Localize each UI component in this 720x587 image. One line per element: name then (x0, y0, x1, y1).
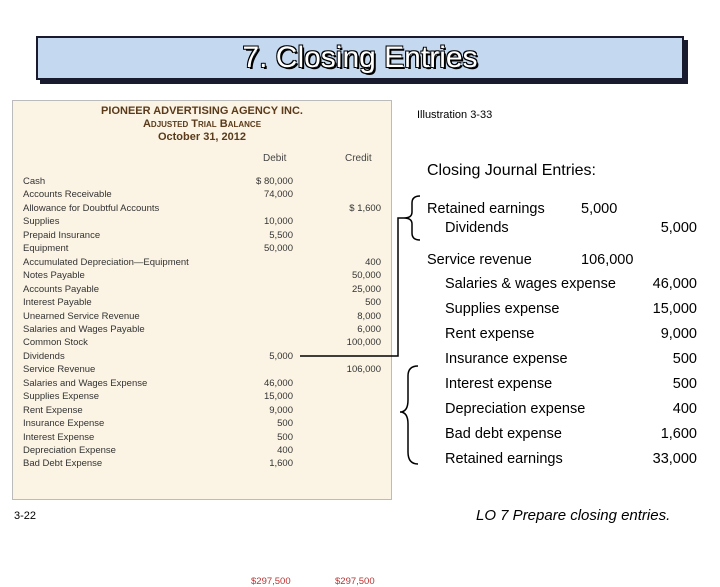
entry2-credit-amount: 46,000 (652, 276, 697, 292)
entry2-credit-account: Salaries & wages expense (445, 276, 616, 292)
credit-value: 400 (365, 256, 381, 268)
debit-value: 400 (277, 445, 293, 456)
report-name: Adjusted Trial Balance (142, 118, 262, 130)
entry2-debit-amount: 106,000 (581, 252, 634, 268)
credit-value: 106,000 (346, 364, 381, 376)
account-name: Supplies (23, 216, 60, 228)
debit-value: 5,500 (269, 229, 293, 241)
account-name: Dividends (23, 350, 65, 362)
debit-header: Debit (263, 153, 287, 164)
credit-value: 50,000 (351, 270, 381, 282)
debit-value: 10,000 (263, 216, 293, 228)
entry2-credit-amount: 33,000 (652, 451, 697, 467)
journal-title: Closing Journal Entries: (427, 162, 596, 179)
account-name: Supplies Expense (23, 391, 100, 403)
report-date: October 31, 2012 (157, 131, 247, 143)
entry2-credit-amount: 500 (672, 351, 697, 367)
account-name: Accounts Receivable (23, 189, 112, 201)
account-name: Unearned Service Revenue (23, 310, 140, 322)
credit-header: Credit (345, 153, 372, 164)
account-name: Prepaid Insurance (23, 229, 101, 241)
account-name: Bad Debt Expense (23, 458, 103, 470)
brace-entry2 (400, 366, 418, 464)
account-name: Accumulated Depreciation—Equipment (23, 256, 189, 268)
total-debit: $297,500 (251, 576, 291, 587)
entry2-credit-account: Insurance expense (445, 351, 568, 367)
account-name: Interest Payable (23, 297, 92, 309)
entry1-debit-amount: 5,000 (581, 201, 618, 217)
entry2-credit-account: Supplies expense (445, 301, 560, 317)
entry2-credit-amount: 500 (672, 376, 697, 392)
account-name: Accounts Payable (23, 283, 100, 295)
debit-value: 500 (277, 418, 293, 430)
debit-value: 46,000 (263, 377, 293, 389)
account-name: Rent Expense (23, 404, 83, 416)
credit-value: 500 (365, 297, 381, 309)
account-name: Cash (23, 176, 46, 187)
debit-value: 1,600 (269, 458, 293, 470)
entry2-credit-account: Depreciation expense (445, 401, 586, 417)
learning-objective: LO 7 Prepare closing entries. (476, 507, 671, 524)
account-name: Salaries and Wages Payable (23, 323, 145, 335)
entry2-credit-amount: 1,600 (660, 426, 697, 442)
credit-value: 25,000 (351, 283, 381, 295)
entry1-debit-account: Retained earnings (427, 201, 545, 217)
total-credit: $297,500 (335, 576, 375, 587)
connector-dividends (300, 218, 404, 356)
illustration-label: Illustration 3-33 (417, 109, 493, 121)
credit-value: 8,000 (357, 310, 381, 322)
debit-value: 9,000 (269, 404, 293, 416)
brace-entry1 (404, 196, 420, 240)
debit-value: 5,000 (269, 350, 293, 362)
account-name: Allowance for Doubtful Accounts (23, 202, 160, 214)
entry2-credit-account: Bad debt expense (445, 426, 562, 442)
entry2-credit-account: Interest expense (445, 376, 553, 392)
entry2-credit-account: Retained earnings (445, 451, 563, 467)
account-name: Interest Expense (23, 431, 95, 443)
entry2-credit-amount: 9,000 (660, 326, 697, 342)
credit-value: 100,000 (346, 337, 381, 349)
debit-value: 74,000 (263, 189, 293, 201)
debit-value: 500 (277, 431, 293, 443)
debit-value: 15,000 (263, 391, 293, 403)
slide-number: 3-22 (14, 510, 37, 522)
account-name: Salaries and Wages Expense (23, 377, 148, 389)
entry2-credit-amount: 15,000 (652, 301, 697, 317)
slide-title: 7. Closing Entries (242, 41, 478, 74)
company-name: PIONEER ADVERTISING AGENCY INC. (101, 105, 303, 117)
credit-value: $ 1,600 (349, 202, 381, 214)
debit-value: $ 80,000 (256, 176, 293, 187)
entry1-credit-amount: 5,000 (660, 220, 697, 236)
account-name: Equipment (23, 243, 69, 255)
entry2-credit-account: Rent expense (445, 326, 535, 342)
credit-value: 6,000 (357, 323, 381, 335)
account-name: Notes Payable (23, 270, 85, 282)
entry2-debit-account: Service revenue (427, 252, 532, 268)
entry2-credit-amount: 400 (672, 401, 697, 417)
account-name: Service Revenue (23, 364, 96, 376)
account-name: Common Stock (23, 337, 88, 349)
debit-value: 50,000 (263, 243, 293, 255)
account-name: Insurance Expense (23, 418, 105, 430)
account-name: Depreciation Expense (23, 445, 116, 456)
entry1-credit-account: Dividends (445, 220, 509, 236)
